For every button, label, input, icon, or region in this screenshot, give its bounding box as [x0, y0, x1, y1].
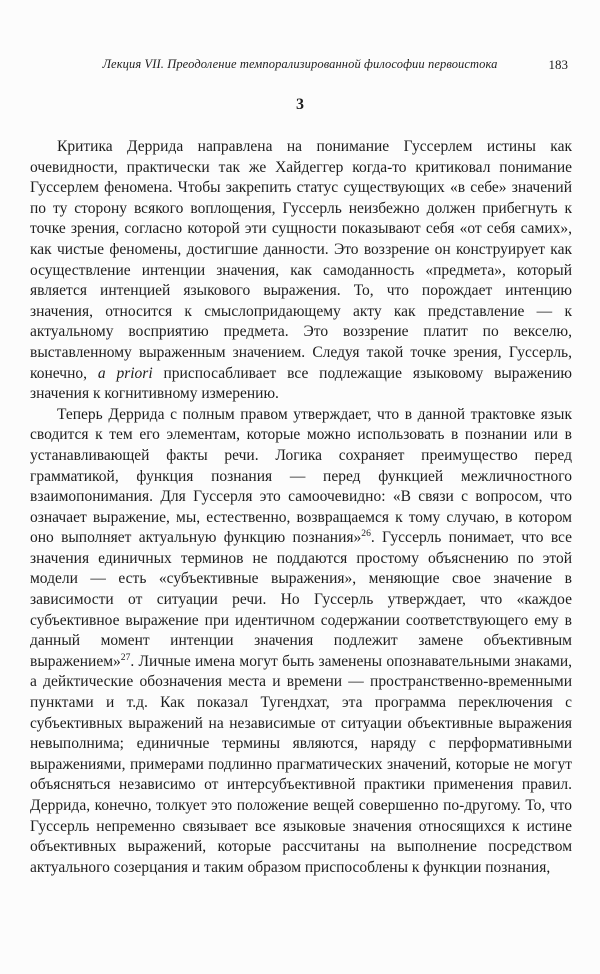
section-number: 3 [296, 96, 304, 113]
italic-text: a priori [97, 364, 153, 382]
paragraph: Теперь Деррида с полным правом утверждает, что в данной трактовке язык сводится к тем его элементам, которые можно использовать в познании или в устанавливающей факты речи. Логика сохраняет преимущество перед грамматикой, функция познания — перед функцией межличностного взаимопонимания. Для Гуссерля это самоочевидно: «В связи с вопросом, что означает выражение, мы, естественно, возвращаемся к тому случаю, в котором оно выполняет актуальную функцию познания»$^{26}$. Гуссерль понимает, что все значения единичных терминов не поддаются простому объяснению по этой модели — есть «субъективные выражения», меняющие свое значение в зависимости от ситуации речи. Но Гуссерль утверждает, что «каждое субъективное выражение при идентичном содержании соответствующего ему в данный момент интенции значения подлежит замене объективным выражением»$^{27}$. Личные имена могут быть заменены опознавательными знаками, а дейктические обозначения места и времени — пространственно-временными пунктами и т.д. Как показал Тугендхат, эта программа переключения с субъективных выражений на независимые от ситуации объективные выражения невыполнима; единичные термины являются, наряду с перформативными выражениями, примерами подлинно прагматических значений, которые не могут объясняться независимо от интерсубъективной практики применения правил. Деррида, конечно, толкует это положение вещей совершенно по-другому. То, что Гуссерль непременно связывает все языковые значения относящихся к истине объективных выражений, которые рассчитаны на выполнение посредством актуального созерцания и таким образом приспособлены к функции познания, [30, 405, 572, 876]
footnote-reference: 26 [361, 528, 371, 540]
paragraph: Критика Деррида направлена на понимание Гуссерлем истины как очевидности, практически так же Хайдеггер когда-то критиковал понимание Гуссерлем феномена. Чтобы закрепить статус существующих «в себе» значений по ту сторону всякого воплощения, Гуссерль неизбежно должен прибегнуть к точке зрения, согласно которой эти сущности показывают себя «от себя самих», как чистые феномены, достигшие данности. Это воззрение он конструирует как осуществление интенции значения, как самоданность «предмета», который является интенцией языкового выражения. То, что порождает интенцию значения, относится к смыслопридающему акту как представление — к актуальному восприятию предмета. Это воззрение платит по векселю, выставленному выраженным значением. Следуя такой точке зрения, Гуссерль, конечно, a priori приспосабливает все подлежащие языковому выражению значения к когнитивному измерению. [30, 138, 572, 403]
running-header [30, 57, 570, 75]
running-title: Лекция VII. Преодоление темпорализированной философии первоистока [102, 57, 498, 71]
page-number: 183 [548, 57, 568, 72]
footnote-reference: 27 [120, 651, 131, 663]
body-text [30, 137, 572, 878]
